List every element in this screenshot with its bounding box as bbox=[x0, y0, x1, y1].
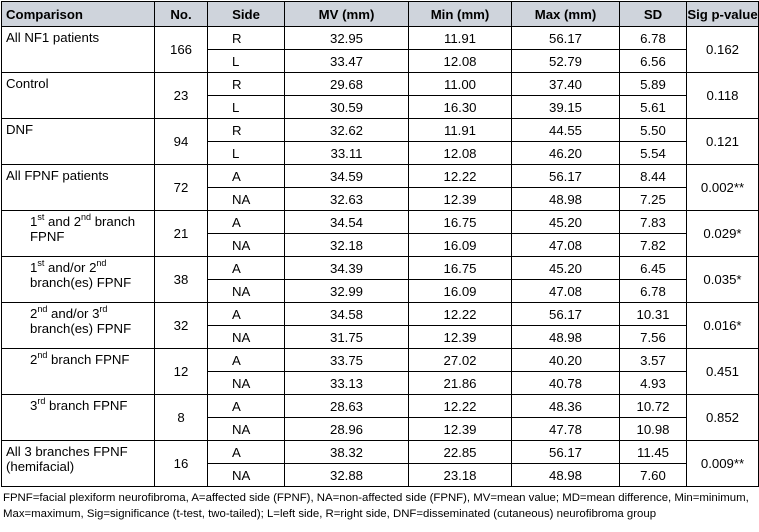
min-cell: 12.08 bbox=[409, 142, 512, 165]
sd-cell: 6.45 bbox=[620, 257, 687, 280]
mv-cell: 32.95 bbox=[285, 27, 409, 50]
mv-cell: 33.13 bbox=[285, 372, 409, 395]
count-cell: 94 bbox=[155, 119, 208, 165]
mv-cell: 33.75 bbox=[285, 349, 409, 372]
max-cell: 40.78 bbox=[512, 372, 620, 395]
sd-cell: 7.60 bbox=[620, 464, 687, 487]
sd-cell: 5.89 bbox=[620, 73, 687, 96]
max-cell: 45.20 bbox=[512, 211, 620, 234]
p-value-cell: 0.029* bbox=[687, 211, 759, 257]
min-cell: 11.91 bbox=[409, 119, 512, 142]
ordinal-suffix: st bbox=[37, 211, 45, 222]
side-cell: NA bbox=[208, 280, 285, 303]
side-cell: A bbox=[208, 165, 285, 188]
label-text: Control bbox=[6, 76, 49, 91]
comparison-label bbox=[2, 165, 155, 211]
max-cell: 48.98 bbox=[512, 464, 620, 487]
comparison-label bbox=[2, 211, 155, 257]
table-body bbox=[2, 27, 759, 487]
sd-cell: 8.44 bbox=[620, 165, 687, 188]
label-text: All NF1 patients bbox=[6, 30, 100, 45]
min-cell: 22.85 bbox=[409, 441, 512, 464]
mv-cell: 29.68 bbox=[285, 73, 409, 96]
mv-cell: 33.11 bbox=[285, 142, 409, 165]
mv-cell: 28.96 bbox=[285, 418, 409, 441]
label-text: and 2 bbox=[44, 214, 82, 229]
ordinal-suffix: nd bbox=[81, 211, 92, 222]
min-cell: 12.39 bbox=[409, 326, 512, 349]
max-cell: 56.17 bbox=[512, 303, 620, 326]
p-value-cell: 0.121 bbox=[687, 119, 759, 165]
label-text: and/or 2 bbox=[44, 260, 97, 275]
mv-cell: 30.59 bbox=[285, 96, 409, 119]
label-text: 1 bbox=[30, 260, 38, 275]
count-cell: 16 bbox=[155, 441, 208, 487]
min-cell: 16.75 bbox=[409, 211, 512, 234]
sd-cell: 11.45 bbox=[620, 441, 687, 464]
label-text: 2 bbox=[30, 352, 38, 367]
min-cell: 27.02 bbox=[409, 349, 512, 372]
max-cell: 48.98 bbox=[512, 188, 620, 211]
max-cell: 46.20 bbox=[512, 142, 620, 165]
count-cell: 12 bbox=[155, 349, 208, 395]
ordinal-suffix: st bbox=[37, 257, 45, 268]
side-cell: A bbox=[208, 303, 285, 326]
comparison-label bbox=[2, 395, 155, 441]
p-value-cell: 0.002** bbox=[687, 165, 759, 211]
table-row bbox=[2, 211, 759, 234]
max-cell: 56.17 bbox=[512, 441, 620, 464]
max-cell: 52.79 bbox=[512, 50, 620, 73]
side-cell: NA bbox=[208, 464, 285, 487]
max-cell: 37.40 bbox=[512, 73, 620, 96]
max-cell: 47.08 bbox=[512, 234, 620, 257]
comparison-label bbox=[2, 27, 155, 73]
p-value-cell: 0.118 bbox=[687, 73, 759, 119]
ordinal-suffix: rd bbox=[99, 303, 108, 314]
sd-cell: 7.56 bbox=[620, 326, 687, 349]
ordinal-suffix: nd bbox=[37, 303, 48, 314]
side-cell: NA bbox=[208, 372, 285, 395]
label-text: branch(es) FPNF bbox=[30, 321, 132, 336]
table-row bbox=[2, 395, 759, 418]
count-cell: 72 bbox=[155, 165, 208, 211]
side-cell: L bbox=[208, 50, 285, 73]
header-min: Min (mm) bbox=[409, 2, 512, 27]
sd-cell: 7.25 bbox=[620, 188, 687, 211]
label-text: and/or 3 bbox=[47, 306, 100, 321]
comparison-label bbox=[2, 119, 155, 165]
sd-cell: 6.78 bbox=[620, 280, 687, 303]
max-cell: 39.15 bbox=[512, 96, 620, 119]
mv-cell: 32.62 bbox=[285, 119, 409, 142]
min-cell: 16.09 bbox=[409, 280, 512, 303]
sd-cell: 5.61 bbox=[620, 96, 687, 119]
count-cell: 21 bbox=[155, 211, 208, 257]
min-cell: 12.22 bbox=[409, 165, 512, 188]
min-cell: 12.22 bbox=[409, 303, 512, 326]
side-cell: NA bbox=[208, 418, 285, 441]
table-row bbox=[2, 73, 759, 96]
mv-cell: 38.32 bbox=[285, 441, 409, 464]
side-cell: A bbox=[208, 441, 285, 464]
p-value-cell: 0.451 bbox=[687, 349, 759, 395]
mv-cell: 34.58 bbox=[285, 303, 409, 326]
table-row bbox=[2, 119, 759, 142]
sd-cell: 5.54 bbox=[620, 142, 687, 165]
label-text: All FPNF patients bbox=[6, 168, 109, 183]
min-cell: 11.91 bbox=[409, 27, 512, 50]
side-cell: A bbox=[208, 395, 285, 418]
min-cell: 12.39 bbox=[409, 188, 512, 211]
side-cell: NA bbox=[208, 326, 285, 349]
sd-cell: 10.98 bbox=[620, 418, 687, 441]
max-cell: 56.17 bbox=[512, 165, 620, 188]
table-footnote: FPNF=facial plexiform neurofibroma, A=affected side (FPNF), NA=non-affected side (FPNF), MV=mean value; MD=mean difference, Min=minimum, Max=maximum, Sig=significance (t-test, two-tailed); L=left side, R=right side, DNF=disseminated (cutaneous) neurofibroma group bbox=[3, 492, 749, 520]
count-cell: 8 bbox=[155, 395, 208, 441]
p-value-cell: 0.035* bbox=[687, 257, 759, 303]
header-comparison: Comparison bbox=[2, 2, 155, 27]
max-cell: 47.08 bbox=[512, 280, 620, 303]
table-container bbox=[1, 1, 758, 522]
max-cell: 47.78 bbox=[512, 418, 620, 441]
mv-cell: 28.63 bbox=[285, 395, 409, 418]
min-cell: 11.00 bbox=[409, 73, 512, 96]
label-text: All 3 branches FPNF (hemifacial) bbox=[6, 444, 128, 474]
header-mv: MV (mm) bbox=[285, 2, 409, 27]
mv-cell: 32.99 bbox=[285, 280, 409, 303]
sd-cell: 7.82 bbox=[620, 234, 687, 257]
side-cell: NA bbox=[208, 188, 285, 211]
p-value-cell: 0.162 bbox=[687, 27, 759, 73]
side-cell: L bbox=[208, 96, 285, 119]
side-cell: R bbox=[208, 73, 285, 96]
label-text: branch FPNF bbox=[47, 352, 130, 367]
min-cell: 12.08 bbox=[409, 50, 512, 73]
label-text: branch FPNF bbox=[30, 214, 136, 244]
min-cell: 16.75 bbox=[409, 257, 512, 280]
header-side: Side bbox=[208, 2, 285, 27]
comparison-label bbox=[2, 257, 155, 303]
results-table bbox=[1, 1, 759, 487]
ordinal-suffix: rd bbox=[37, 395, 46, 406]
mv-cell: 32.63 bbox=[285, 188, 409, 211]
mv-cell: 31.75 bbox=[285, 326, 409, 349]
label-text: 2 bbox=[30, 306, 38, 321]
p-value-cell: 0.016* bbox=[687, 303, 759, 349]
side-cell: R bbox=[208, 119, 285, 142]
sd-cell: 10.31 bbox=[620, 303, 687, 326]
p-value-cell: 0.009** bbox=[687, 441, 759, 487]
max-cell: 48.36 bbox=[512, 395, 620, 418]
side-cell: A bbox=[208, 349, 285, 372]
label-text: branch FPNF bbox=[45, 398, 128, 413]
table-row bbox=[2, 165, 759, 188]
side-cell: A bbox=[208, 211, 285, 234]
count-cell: 166 bbox=[155, 27, 208, 73]
side-cell: NA bbox=[208, 234, 285, 257]
count-cell: 23 bbox=[155, 73, 208, 119]
label-text: branch(es) FPNF bbox=[30, 275, 132, 290]
table-row bbox=[2, 303, 759, 326]
mv-cell: 32.18 bbox=[285, 234, 409, 257]
table-row bbox=[2, 257, 759, 280]
table-row bbox=[2, 349, 759, 372]
count-cell: 32 bbox=[155, 303, 208, 349]
header-row bbox=[2, 2, 759, 27]
side-cell: R bbox=[208, 27, 285, 50]
mv-cell: 32.88 bbox=[285, 464, 409, 487]
mv-cell: 34.54 bbox=[285, 211, 409, 234]
comparison-label bbox=[2, 441, 155, 487]
min-cell: 16.30 bbox=[409, 96, 512, 119]
header-no: No. bbox=[155, 2, 208, 27]
label-text: 3 bbox=[30, 398, 38, 413]
mv-cell: 33.47 bbox=[285, 50, 409, 73]
sd-cell: 5.50 bbox=[620, 119, 687, 142]
min-cell: 21.86 bbox=[409, 372, 512, 395]
header-sig: Sig p-value bbox=[687, 2, 759, 27]
sd-cell: 6.56 bbox=[620, 50, 687, 73]
label-text: 1 bbox=[30, 214, 38, 229]
side-cell: A bbox=[208, 257, 285, 280]
table-row bbox=[2, 441, 759, 464]
ordinal-suffix: nd bbox=[96, 257, 107, 268]
mv-cell: 34.39 bbox=[285, 257, 409, 280]
comparison-label bbox=[2, 73, 155, 119]
header-sd: SD bbox=[620, 2, 687, 27]
mv-cell: 34.59 bbox=[285, 165, 409, 188]
side-cell: L bbox=[208, 142, 285, 165]
comparison-label bbox=[2, 349, 155, 395]
max-cell: 45.20 bbox=[512, 257, 620, 280]
sd-cell: 6.78 bbox=[620, 27, 687, 50]
max-cell: 56.17 bbox=[512, 27, 620, 50]
max-cell: 40.20 bbox=[512, 349, 620, 372]
min-cell: 12.39 bbox=[409, 418, 512, 441]
sd-cell: 4.93 bbox=[620, 372, 687, 395]
count-cell: 38 bbox=[155, 257, 208, 303]
max-cell: 44.55 bbox=[512, 119, 620, 142]
sd-cell: 3.57 bbox=[620, 349, 687, 372]
label-text: DNF bbox=[6, 122, 34, 137]
sd-cell: 10.72 bbox=[620, 395, 687, 418]
min-cell: 12.22 bbox=[409, 395, 512, 418]
p-value-cell: 0.852 bbox=[687, 395, 759, 441]
ordinal-suffix: nd bbox=[37, 349, 48, 360]
min-cell: 23.18 bbox=[409, 464, 512, 487]
max-cell: 48.98 bbox=[512, 326, 620, 349]
table-row bbox=[2, 27, 759, 50]
header-max: Max (mm) bbox=[512, 2, 620, 27]
sd-cell: 7.83 bbox=[620, 211, 687, 234]
comparison-label bbox=[2, 303, 155, 349]
min-cell: 16.09 bbox=[409, 234, 512, 257]
